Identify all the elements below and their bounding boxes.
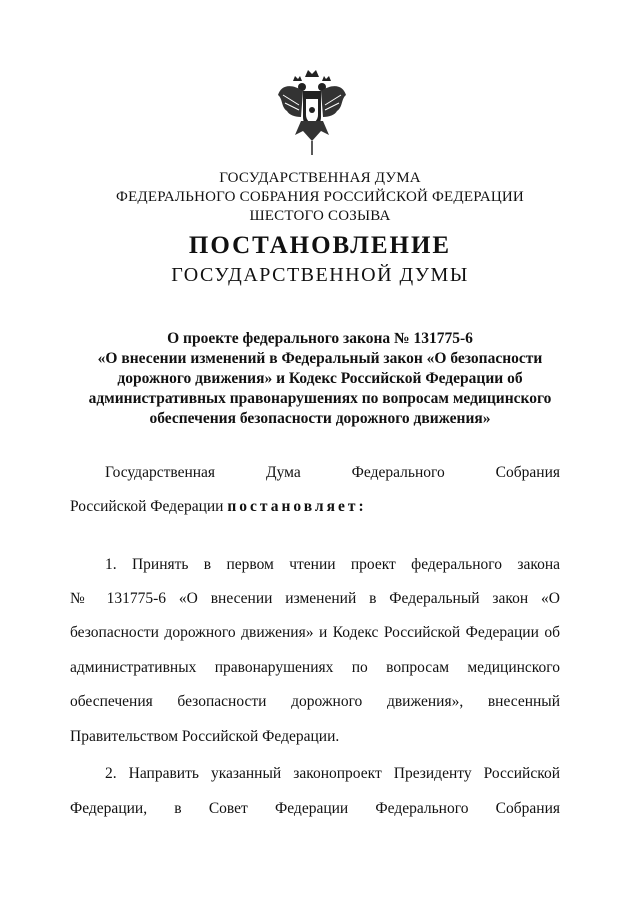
intro-line-1: Государственная Дума Федерального Собрания <box>105 464 560 481</box>
page-subtitle: ГОСУДАРСТВЕННОЙ ДУМЫ <box>171 264 469 286</box>
paragraph-2-line-2: Федерации, в Совет Федерации Федерального Собрания <box>70 800 560 817</box>
paragraph-1-line-4: административных правонарушениях по вопросам медицинского <box>70 659 560 676</box>
header-line-2: ФЕДЕРАЛЬНОГО СОБРАНИЯ РОССИЙСКОЙ ФЕДЕРАЦИИ <box>116 189 524 205</box>
intro-verb: постановляет: <box>227 498 367 515</box>
subject-line-5: обеспечения безопасности дорожного движения» <box>149 410 491 427</box>
intro-line-2 <box>70 498 560 516</box>
paragraph-1-line-3: безопасности дорожного движения» и Кодекс Российской Федерации об <box>70 624 560 641</box>
page-title: ПОСТАНОВЛЕНИЕ <box>188 232 452 259</box>
paragraph-1-line-2: № 131775-6 «О внесении изменений в Федеральный закон «О <box>70 590 560 607</box>
subject-line-2: «О внесении изменений в Федеральный закон «О безопасности <box>97 350 543 367</box>
paragraph-2-line-1: 2. Направить указанный законопроект Президенту Российской <box>105 765 560 782</box>
subject-line-1: О проекте федерального закона № 131775-6 <box>167 330 473 347</box>
subject-line-3: дорожного движения» и Кодекс Российской Федерации об <box>117 370 523 387</box>
header-line-3: ШЕСТОГО СОЗЫВА <box>249 208 391 224</box>
paragraph-1-line-5: обеспечения безопасности дорожного движения», внесенный <box>70 693 560 710</box>
paragraph-1-line-6: Правительством Российской Федерации. <box>70 728 340 745</box>
subject-line-4: административных правонарушениях по вопросам медицинского <box>88 390 552 407</box>
header-line-1: ГОСУДАРСТВЕННАЯ ДУМА <box>219 170 421 186</box>
paragraph-1-line-1: 1. Принять в первом чтении проект федерального закона <box>105 556 560 573</box>
intro-prefix: Российской Федерации <box>70 498 224 515</box>
coat-of-arms-icon <box>275 65 349 157</box>
